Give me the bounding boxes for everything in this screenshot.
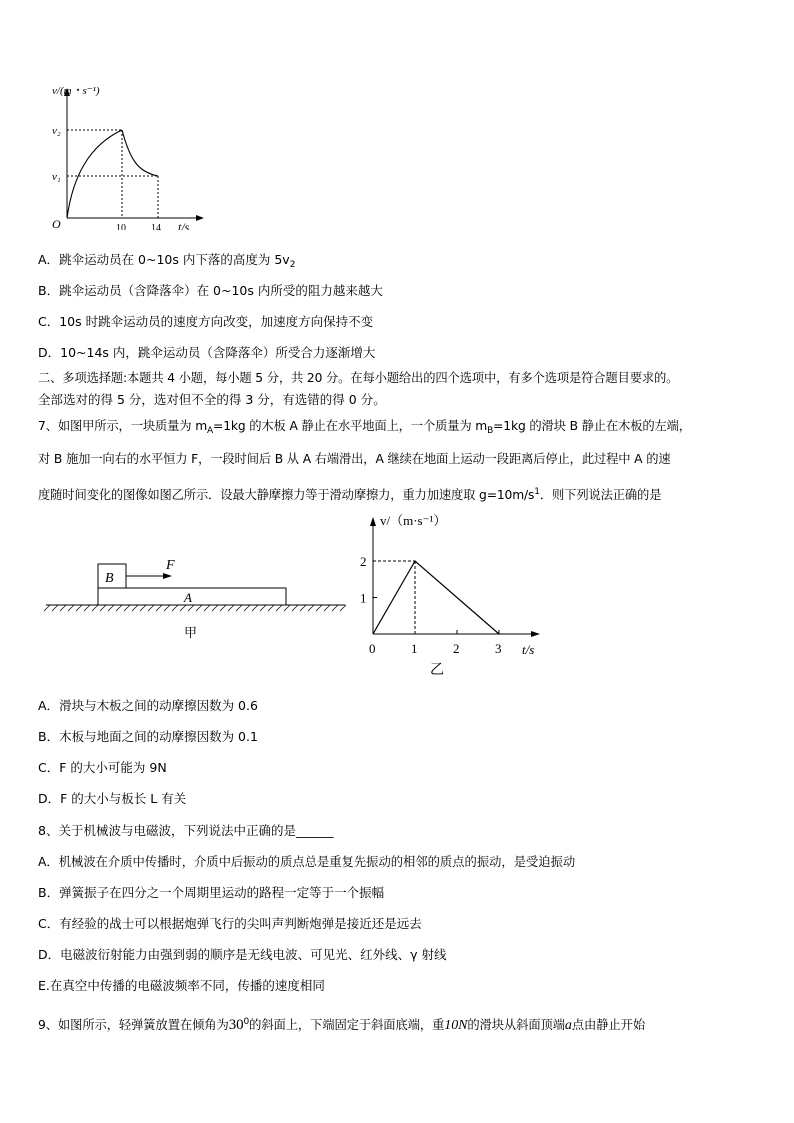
option-text: F 的大小与板长 L 有关 [60,791,187,806]
q6-option-c[interactable] [38,314,373,330]
board-a-label: A [184,590,192,605]
q7-option-a[interactable] [38,698,258,714]
x-axis-label: t/s [522,642,535,657]
q9-point: a [564,1018,572,1033]
y-tick-label-1: 1 [360,590,367,606]
chart-velocity-parachute [40,80,210,230]
q9-weight: 10N [444,1018,468,1033]
option-letter: D． [38,345,61,360]
option-letter: E. [38,978,50,993]
option-text: 机械波在介质中传播时，介质中后振动的质点总是重复先振动的相邻的质点的振动，是受迫振动 [58,855,576,869]
q7-sup: 1 [534,487,540,497]
y-tick-label-2: 2 [360,554,367,569]
option-letter: A． [38,855,59,869]
option-letter: D． [38,947,61,962]
q6-option-a[interactable] [38,252,295,273]
option-letter: B． [38,885,60,900]
y-axis-label: v/(m・s⁻¹) [52,85,100,97]
option-letter: A． [38,252,60,267]
option-text: 木板与地面之间的动摩擦因数为 0.1 [59,729,258,744]
velocity-series-line [373,561,499,634]
option-letter: B． [38,283,60,298]
y-axis-label: v/（m·s⁻¹） [380,513,447,528]
x-tick-14: 14 [151,223,161,230]
option-subscript: 2 [289,260,296,270]
option-text: 滑块与木板之间的动摩擦因数为 0.6 [59,698,258,713]
x-tick-label-3: 3 [495,641,502,656]
option-text: F 的大小可能为 9N [59,760,167,775]
section2-line2: 全部选对的得 5 分，选对但不全的得 3 分，有选错的得 0 分。 [38,392,386,407]
x-axis-arrow [196,215,204,221]
block-b-label: B [105,571,114,586]
option-text: 10s 时跳伞运动员的速度方向改变，加速度方向保持不变 [59,314,374,329]
q7-sub-a: A [207,426,214,436]
q6-option-d[interactable] [38,345,375,361]
option-text: 有经验的战士可以根据炮弹飞行的尖叫声判断炮弹是接近还是远去 [59,916,422,931]
q9-angle: 30 [228,1017,244,1033]
option-text: 在真空中传播的电磁波频率不同，传播的速度相同 [49,978,325,993]
ground-hatching [44,605,346,611]
option-text: 跳伞运动员在 0~10s 内下落的高度为 5v [59,252,290,267]
option-letter: A． [38,698,60,713]
figure-jia-blocks [40,555,350,640]
y-tick-v2: v₂ [52,125,61,137]
y-tick-v1: v₁ [52,171,61,183]
option-text: 弹簧振子在四分之一个周期里运动的路程一定等于一个振幅 [59,885,385,900]
q7-stem-line1 [38,418,691,439]
q8-option-c[interactable] [38,916,422,932]
force-label: F [166,558,175,573]
decelerating-curve [122,130,158,176]
x-tick-label-1: 1 [411,641,418,656]
q7-text: 度随时间变化的图像如图乙所示．设最大静摩擦力等于滑动摩擦力，重力加速度取 g=10m/s [38,488,535,502]
figure-caption-yi: 乙 [430,663,444,678]
option-letter: C． [38,916,60,931]
option-letter: C． [38,760,60,775]
q7-option-d[interactable] [38,791,186,807]
q7-option-b[interactable] [38,729,258,745]
q9-angle-sup: 0 [243,1017,250,1027]
option-text: 电磁波衍射能力由强到弱的顺序是无线电波、可见光、红外线、γ 射线 [60,947,447,962]
q9-text: 9、如图所示，轻弹簧放置在倾角为 [38,1018,229,1032]
q8-stem: 8、关于机械波与电磁波，下列说法中正确的是______ [38,823,334,838]
option-text: 10~14s 内，跳伞运动员（含降落伞）所受合力逐渐增大 [60,345,376,360]
y-axis-arrow [370,517,376,526]
q9-text: 的斜面上，下端固定于斜面底端，重 [249,1018,445,1032]
x-axis-label: t/s [178,220,190,230]
x-tick-10: 10 [116,223,126,230]
q7-text: =1kg 的滑块 B 静止在木板的左端， [493,419,691,433]
x-axis-arrow [531,631,540,637]
q9-text: 的滑块从斜面顶端 [467,1018,565,1032]
q7-sub-b: B [487,426,494,436]
chart-yi-velocity [350,508,550,680]
q7-option-c[interactable] [38,760,167,776]
q7-stem-line3 [38,484,661,503]
q6-option-b[interactable] [38,283,383,299]
figure-caption-jia: 甲 [184,625,198,640]
option-letter: C． [38,314,60,329]
x-tick-label-0: 0 [369,641,376,656]
q9-stem [38,1014,645,1034]
q8-option-e[interactable] [38,978,325,994]
q7-stem-line2: 对 B 施加一向右的水平恒力 F，一段时间后 B 从 A 右端滑出，A 继续在地面上运动一段距离后停止，此过程中 A 的速 [38,452,671,466]
origin-label: O [52,217,61,230]
q8-option-d[interactable] [38,947,447,963]
force-arrowhead [163,573,172,579]
accelerating-curve [67,130,122,218]
q9-text: 点由静止开始 [571,1018,646,1032]
section2-line1: 二、多项选择题:本题共 4 小题，每小题 5 分，共 20 分。在每小题给出的四个选项中，有多个选项是符合题目要求的。 [38,371,679,385]
board-a [98,588,286,605]
q7-text: ．则下列说法正确的是 [539,488,662,502]
option-letter: B． [38,729,60,744]
option-letter: D． [38,791,61,806]
option-text: 跳伞运动员（含降落伞）在 0~10s 内所受的阻力越来越大 [59,283,383,298]
q8-option-a[interactable] [38,854,575,870]
q7-text: =1kg 的木板 A 静止在水平地面上，一个质量为 m [213,419,488,433]
x-tick-label-2: 2 [453,641,460,656]
q7-text: 7、如图甲所示，一块质量为 m [38,419,208,433]
q8-option-b[interactable] [38,885,384,901]
